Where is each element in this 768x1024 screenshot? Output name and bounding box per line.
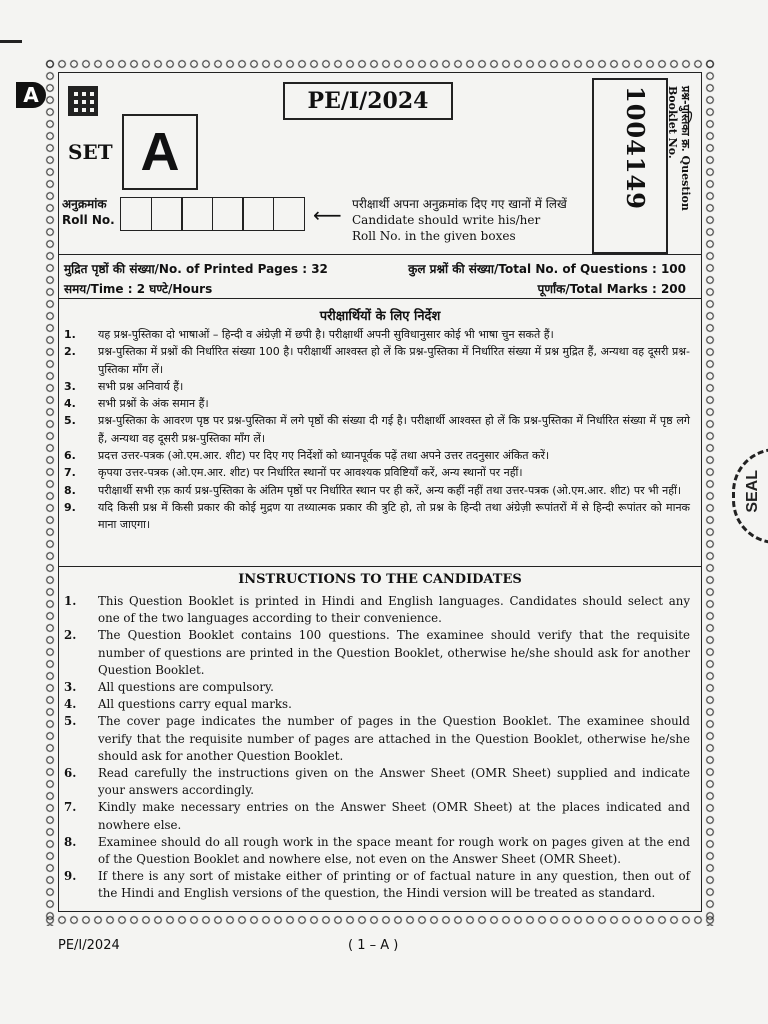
instruction-text: Read carefully the instructions given on the Answer Sheet (OMR Sheet) supplied and indicate your answers accordingly. bbox=[98, 766, 690, 798]
instruction-item bbox=[64, 713, 690, 765]
booklet-number: 1004149 bbox=[621, 86, 650, 210]
instruction-item bbox=[64, 696, 690, 713]
border-chain-right bbox=[704, 58, 716, 926]
instruction-item bbox=[64, 447, 690, 464]
roll-label-english: Roll No. bbox=[62, 213, 115, 227]
printed-pages: मुद्रित पृष्ठों की संख्या/No. of Printed Pages : 32 bbox=[64, 262, 328, 276]
instruction-number: 7. bbox=[64, 466, 76, 480]
set-label: SET bbox=[68, 140, 113, 164]
instruction-text: कृपया उत्तर-पत्रक (ओ.एम.आर. शीट) पर निर्धारित स्थानों पर आवश्यक प्रविष्टियाँ करें, अन्य स्थानों पर नहीं। bbox=[98, 466, 523, 480]
instruction-item bbox=[64, 326, 690, 343]
instruction-number: 3. bbox=[64, 379, 76, 393]
instruction-number: 4. bbox=[64, 397, 76, 411]
roll-note-line: Roll No. in the given boxes bbox=[352, 229, 516, 243]
hindi-instructions-heading: परीक्षार्थियों के लिए निर्देश bbox=[319, 309, 441, 324]
instruction-text: All questions are compulsory. bbox=[98, 680, 274, 695]
exam-time: समय/Time : 2 घण्टे/Hours bbox=[64, 282, 213, 296]
instruction-item bbox=[64, 627, 690, 679]
instruction-number: 9. bbox=[64, 500, 76, 514]
instruction-number: 4. bbox=[64, 697, 77, 712]
instruction-number: 1. bbox=[64, 594, 77, 608]
instruction-number: 7. bbox=[64, 800, 77, 815]
instruction-text: सभी प्रश्नों के अंक समान हैं। bbox=[98, 397, 209, 411]
roll-number-label bbox=[62, 196, 115, 228]
instruction-item bbox=[64, 482, 690, 499]
instruction-item bbox=[64, 765, 690, 799]
instruction-text: यदि किसी प्रश्न में किसी प्रकार की कोई मुद्रण या तथ्यात्मक प्रकार की त्रुटि हो, तो प्रश्न के हिन्दी तथा अंग्रेज़ी रूपांतरों में से हिन्दी रूपांतर को मानक माना जाएगा। bbox=[98, 500, 690, 532]
roll-note-line: परीक्षार्थी अपना अनुक्रमांक दिए गए खानों में लिखें bbox=[352, 197, 567, 211]
instruction-number: 6. bbox=[64, 449, 76, 463]
instruction-number: 2. bbox=[64, 345, 76, 359]
instruction-item bbox=[64, 464, 690, 481]
border-chain-bottom bbox=[44, 914, 716, 926]
roll-digit-box[interactable] bbox=[181, 197, 213, 231]
instruction-item bbox=[64, 593, 690, 627]
instruction-text: If there is any sort of mistake either of printing or of factual nature in any question, then out of the Hindi and English versions of the question, the Hindi version will be treated as standard. bbox=[98, 869, 690, 901]
page-number: ( 1 – A ) bbox=[348, 938, 399, 953]
booklet-number-caption bbox=[666, 86, 692, 246]
set-side-tab: A bbox=[16, 82, 46, 108]
hindi-instructions-list bbox=[64, 326, 690, 534]
roll-number-boxes bbox=[120, 197, 303, 231]
instruction-text: सभी प्रश्न अनिवार्य हैं। bbox=[98, 379, 184, 393]
qr-code-icon bbox=[68, 86, 98, 116]
booklet-caption-english: Question Booklet No. bbox=[666, 86, 692, 211]
instruction-number: 6. bbox=[64, 766, 77, 781]
roll-digit-box[interactable] bbox=[151, 197, 183, 231]
instruction-item bbox=[64, 378, 690, 395]
roll-note bbox=[352, 196, 567, 244]
margin-mark bbox=[0, 40, 22, 43]
instruction-item bbox=[64, 868, 690, 902]
divider bbox=[58, 566, 702, 567]
border-chain-left bbox=[44, 58, 56, 926]
english-instructions-heading: INSTRUCTIONS TO THE CANDIDATES bbox=[238, 572, 522, 587]
border-chain-top bbox=[44, 58, 716, 70]
instruction-number: 8. bbox=[64, 483, 76, 497]
paper-code: PE/I/2024 bbox=[283, 82, 453, 120]
instruction-text: This Question Booklet is printed in Hindi and English languages. Candidates should select any one of the two languages according to their convenience. bbox=[98, 594, 690, 626]
instruction-text: All questions carry equal marks. bbox=[98, 697, 292, 712]
booklet-caption-hindi: प्रश्न-पुस्तिका क्र. bbox=[679, 86, 692, 152]
total-questions: कुल प्रश्नों की संख्या/Total No. of Questions : 100 bbox=[408, 262, 686, 276]
instruction-number: 8. bbox=[64, 834, 77, 849]
instruction-text: Kindly make necessary entries on the Answer Sheet (OMR Sheet) at the places indicated and nowhere else. bbox=[98, 800, 690, 832]
roll-digit-box[interactable] bbox=[212, 197, 244, 231]
divider bbox=[58, 298, 702, 299]
instruction-text: प्रश्न-पुस्तिका के आवरण पृष्ठ पर प्रश्न-पुस्तिका में लगे पृष्ठों की संख्या दी गई है। परीक्षार्थी आश्वस्त हो लें कि प्रश्न-पुस्तिका में निर्धारित संख्या में पृष्ठ लगे हैं, अन्यथा वह दूसरी प्रश्न-पुस्तिका माँग लें। bbox=[98, 414, 690, 445]
instruction-text: प्रश्न-पुस्तिका में प्रश्नों की निर्धारित संख्या 100 है। परीक्षार्थी आश्वस्त हो लें कि प्रश्न-पुस्तिका में निर्धारित संख्या में प्रश्न मुद्रित हैं, अन्यथा वह दूसरी प्रश्न-पुस्तिका माँग लें। bbox=[98, 345, 690, 376]
roll-digit-box[interactable] bbox=[120, 197, 152, 231]
total-marks: पूर्णांक/Total Marks : 200 bbox=[537, 282, 686, 296]
roll-digit-box[interactable] bbox=[273, 197, 305, 231]
english-instructions-list bbox=[64, 593, 690, 903]
instruction-number: 3. bbox=[64, 680, 77, 695]
instruction-number: 2. bbox=[64, 628, 77, 643]
instruction-item bbox=[64, 412, 690, 447]
instruction-item bbox=[64, 343, 690, 378]
instruction-text: Examinee should do all rough work in the space meant for rough work on pages given at the end of the Question Booklet and nowhere else, not even on the Answer Sheet (OMR Sheet). bbox=[98, 834, 690, 867]
instruction-item bbox=[64, 799, 690, 833]
instruction-text: परीक्षार्थी सभी रफ़ कार्य प्रश्न-पुस्तिका के अंतिम पृष्ठों पर निर्धारित स्थान पर ही करें, अन्य कहीं नहीं तथा उत्तर-पत्रक (ओ.एम.आर. शीट) पर भी नहीं। bbox=[98, 483, 682, 497]
roll-label-hindi: अनुक्रमांक bbox=[62, 197, 107, 211]
instruction-number: 1. bbox=[64, 328, 76, 341]
divider bbox=[58, 254, 702, 255]
footer-paper-code: PE/I/2024 bbox=[58, 938, 120, 953]
instruction-text: प्रदत्त उत्तर-पत्रक (ओ.एम.आर. शीट) पर दिए गए निर्देशों को ध्यानपूर्वक पढ़ें तथा अपने उत्तर तदनुसार अंकित करें। bbox=[98, 449, 550, 463]
instruction-item bbox=[64, 499, 690, 534]
instruction-item bbox=[64, 395, 690, 412]
roll-digit-box[interactable] bbox=[242, 197, 274, 231]
instruction-text: The Question Booklet contains 100 questions. The examinee should verify that the requisite number of questions are printed in the Question Booklet, otherwise he/she should ask for another Question Booklet. bbox=[98, 628, 690, 677]
roll-note-line: Candidate should write his/her bbox=[352, 213, 541, 227]
instruction-number: 5. bbox=[64, 414, 76, 428]
seal-label: SEAL bbox=[744, 470, 761, 513]
instruction-text: यह प्रश्न-पुस्तिका दो भाषाओं – हिन्दी व अंग्रेज़ी में छपी है। परीक्षार्थी अपनी सुविधानुसार कोई भी भाषा चुन सकते हैं। bbox=[98, 328, 554, 341]
set-value: A bbox=[122, 114, 198, 190]
instruction-text: The cover page indicates the number of pages in the Question Booklet. The examinee should verify that the requisite number of pages are attached in the Question Booklet, otherwise he/she should ask for another Question Booklet. bbox=[98, 714, 690, 763]
instruction-item bbox=[64, 834, 690, 868]
instruction-item bbox=[64, 679, 690, 696]
arrow-left-icon: ⟵ bbox=[313, 203, 342, 227]
instruction-number: 5. bbox=[64, 714, 77, 729]
instruction-number: 9. bbox=[64, 869, 77, 884]
